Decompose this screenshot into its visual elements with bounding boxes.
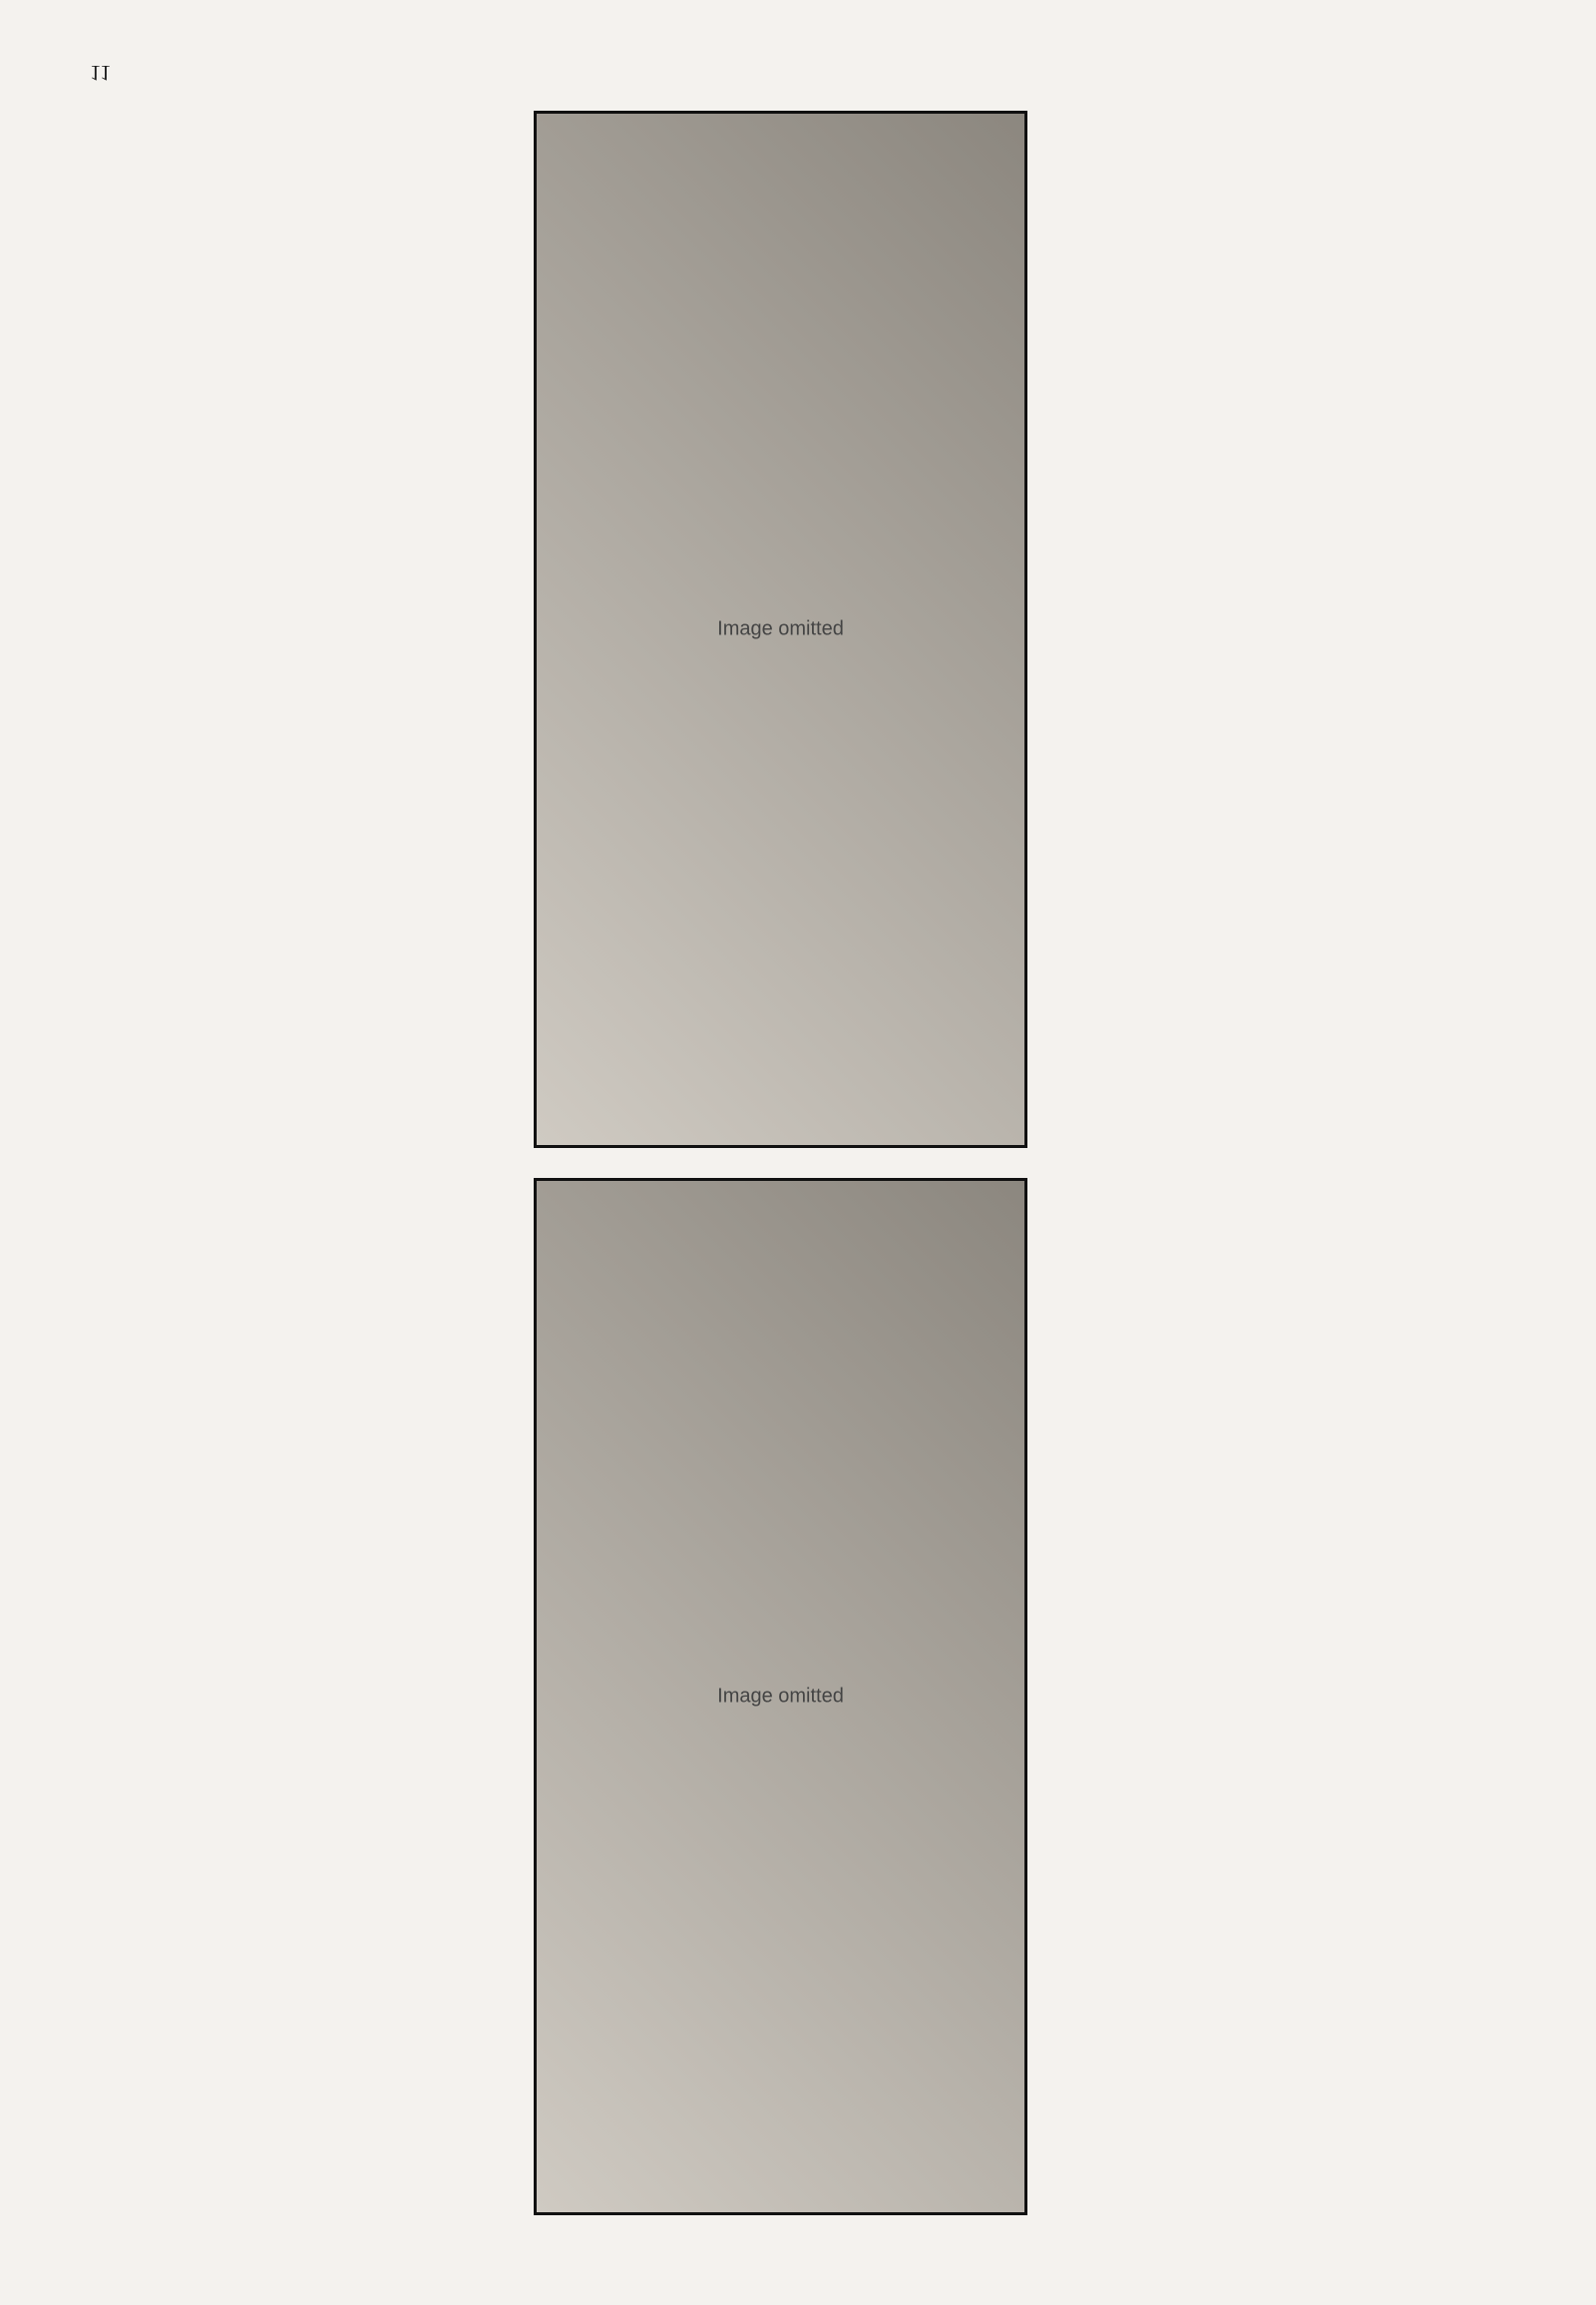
paragraph	[1077, 2042, 1516, 2064]
left-text-column	[55, 110, 494, 2195]
paragraph	[1077, 2173, 1516, 2195]
photo-placeholder-label: Image omitted	[717, 1685, 844, 1708]
paragraph	[1077, 2086, 1516, 2108]
paragraph	[55, 2086, 494, 2108]
paragraph	[1077, 2129, 1516, 2151]
paragraph	[55, 2129, 494, 2151]
right-text-column	[1077, 110, 1516, 2195]
photo-bottom	[534, 111, 1027, 1148]
paragraph	[55, 2042, 494, 2064]
photo-placeholder-label: Image omitted	[717, 617, 844, 640]
photo-top	[534, 1178, 1027, 2215]
paragraph	[55, 2173, 494, 2195]
page-number: 11	[90, 61, 112, 86]
